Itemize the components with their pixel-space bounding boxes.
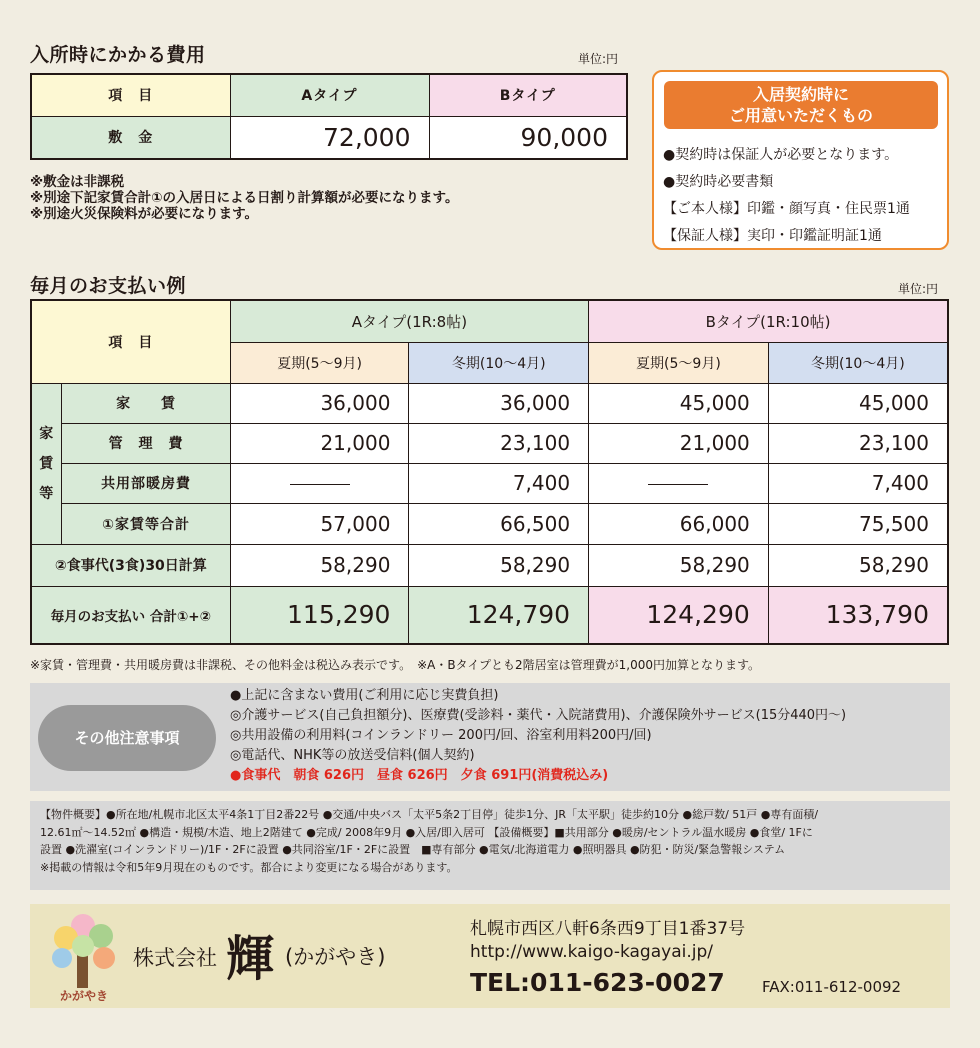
header-b-summer: 夏期(5〜9月) (589, 342, 769, 383)
total-value: 124,290 (589, 586, 769, 644)
contract-box-header (664, 81, 938, 129)
meal-price-note: ●食事代 朝食 626円 昼食 626円 夕食 691円(消費税込み) (230, 768, 609, 783)
monthly-header-type-b: Bタイプ(1R:10帖) (589, 300, 948, 342)
monthly-header-type-a: Aタイプ(1R:8帖) (230, 300, 588, 342)
table-row (31, 383, 948, 423)
entry-note: ※別途火災保険料が必要になります。 (30, 206, 259, 222)
property-line: 【物件概要】●所在地/札幌市北区太平4条1丁目2番22号 ●交通/中央バス「太平5条2丁目停」徒歩1分、JR「太平駅」徒歩約10分 ●総戸数/ 51戸 ●専有面積/ (40, 808, 819, 821)
company-fax: FAX:011-612-0092 (762, 978, 902, 996)
total-value: 124,790 (409, 586, 589, 644)
entry-header-type-b: Bタイプ (429, 74, 627, 116)
monthly-table (30, 299, 949, 645)
cell-empty-dash (230, 463, 409, 503)
cell-value: 58,290 (589, 544, 769, 586)
total-value: 133,790 (768, 586, 948, 644)
cell-value: 21,000 (589, 423, 769, 463)
entry-fees-unit: 単位:円 (578, 52, 619, 66)
company-logo (46, 910, 122, 1004)
property-line: ※掲載の情報は令和5年9月現在のものです。都合により変更になる場合があります。 (40, 860, 458, 874)
contract-box-line: 【保証人様】実印・印鑑証明証1通 (663, 228, 882, 244)
cell-value: 23,100 (768, 423, 948, 463)
other-note: ◎共用設備の利用料(コインランドリー 200円/回、浴室利用料200円/回) (230, 728, 652, 743)
other-note: ●上記に含まない費用(ご利用に応じ実費負担) (230, 688, 499, 703)
table-row (31, 586, 948, 644)
cell-value: 58,290 (409, 544, 589, 586)
tree-logo-icon (46, 910, 122, 990)
company-tel[interactable]: TEL:011-623-0027 (470, 968, 725, 997)
company-address: 札幌市西区八軒6条西9丁目1番37号 (470, 919, 746, 939)
contract-requirements-box (652, 70, 949, 250)
other-notes-lines (230, 686, 846, 786)
other-note: ◎介護サービス(自己負担額分)、医療費(受診料・薬代・入院諸費用)、介護保険外サービス(15分440円〜) (230, 708, 847, 723)
other-note: ◎電話代、NHK等の放送受信料(個人契約) (230, 748, 475, 763)
dash-line (648, 484, 708, 485)
table-row (31, 503, 948, 544)
contract-box-title-line2: ご用意いただくもの (728, 106, 873, 125)
entry-header-item: 項 目 (31, 74, 230, 116)
row-label: ①家賃等合計 (62, 503, 230, 544)
entry-header-type-a: Aタイプ (230, 74, 429, 116)
monthly-header-item: 項 目 (31, 300, 230, 383)
header-b-winter: 冬期(10〜4月) (768, 342, 948, 383)
cell-empty-dash (589, 463, 769, 503)
property-overview-panel (30, 801, 950, 890)
cell-value: 45,000 (768, 383, 948, 423)
cell-value: 7,400 (768, 463, 948, 503)
cell-value: 57,000 (230, 503, 409, 544)
cell-value: 36,000 (230, 383, 409, 423)
property-line: 設置 ●洗濯室(コインランドリー)/1F・2Fに設置 ●共同浴室/1F・2Fに設置 ■専有部分 ●電気/北海道電力 ●照明器具 ●防犯・防災/緊急警報システム (40, 843, 786, 856)
company-prefix: 株式会社 (133, 946, 217, 970)
row-label: 共用部暖房費 (62, 463, 230, 503)
cell-value: 45,000 (589, 383, 769, 423)
logo-text: かがやき (59, 989, 108, 1003)
cell-value: 58,290 (230, 544, 409, 586)
deposit-label: 敷 金 (31, 116, 230, 159)
entry-fees-table (30, 73, 628, 160)
monthly-title: 毎月のお支払い例 (30, 275, 187, 297)
row-label: 管 理 費 (62, 423, 230, 463)
contract-box-line: ●契約時は保証人が必要となります。 (663, 147, 899, 163)
cell-value: 66,500 (409, 503, 589, 544)
rent-group-label (31, 383, 62, 544)
table-row (31, 423, 948, 463)
company-url[interactable]: http://www.kaigo-kagayai.jp/ (470, 942, 713, 962)
total-label: 毎月のお支払い 合計①+② (31, 586, 230, 644)
total-value: 115,290 (230, 586, 409, 644)
other-notes-label: その他注意事項 (38, 705, 216, 771)
meal-label: ②食事代(3食)30日計算 (31, 544, 230, 586)
table-row (31, 544, 948, 586)
entry-notes (30, 174, 458, 222)
cell-value: 21,000 (230, 423, 409, 463)
cell-value: 23,100 (409, 423, 589, 463)
entry-fees-title: 入所時にかかる費用 (30, 44, 206, 66)
entry-note: ※別途下記家賃合計①の入居日による日割り計算額が必要になります。 (30, 190, 459, 206)
table-row (31, 463, 948, 503)
rent-group-char: 等 (39, 485, 55, 502)
contract-box-lines (663, 142, 910, 250)
monthly-unit: 単位:円 (898, 282, 939, 296)
company-panel (30, 904, 950, 1008)
contract-box-line: ●契約時必要書類 (663, 174, 774, 190)
row-label: 家 賃 (62, 383, 230, 423)
rent-group-char: 賃 (39, 455, 55, 472)
cell-value: 66,000 (589, 503, 769, 544)
property-line: 12.61㎡〜14.52㎡ ●構造・規模/木造、地上2階建て ●完成/ 2008年9月 ●入居/即入居可 【設備概要】■共用部分 ●暖房/セントラル温水暖房 ●食堂/ 1Fに (40, 825, 813, 839)
rent-group-char: 家 (39, 425, 55, 442)
company-reading: (かがやき) (285, 945, 386, 969)
deposit-b-value: 90,000 (429, 116, 627, 159)
contract-box-title-line1: 入居契約時に (752, 85, 849, 104)
deposit-a-value: 72,000 (230, 116, 429, 159)
company-name: 輝 (226, 931, 275, 987)
contract-box-line: 【ご本人様】印鑑・顔写真・住民票1通 (663, 201, 910, 217)
cell-value: 7,400 (409, 463, 589, 503)
monthly-footnote: ※家賃・管理費・共用暖房費は非課税、その他料金は税込み表示です。 ※A・Bタイプとも2階居室は管理費が1,000円加算となります。 (30, 658, 761, 672)
dash-line (290, 484, 350, 485)
other-notes-panel (30, 683, 950, 791)
header-a-summer: 夏期(5〜9月) (230, 342, 409, 383)
entry-note: ※敷金は非課税 (30, 174, 125, 190)
cell-value: 58,290 (768, 544, 948, 586)
cell-value: 36,000 (409, 383, 589, 423)
cell-value: 75,500 (768, 503, 948, 544)
header-a-winter: 冬期(10〜4月) (409, 342, 589, 383)
